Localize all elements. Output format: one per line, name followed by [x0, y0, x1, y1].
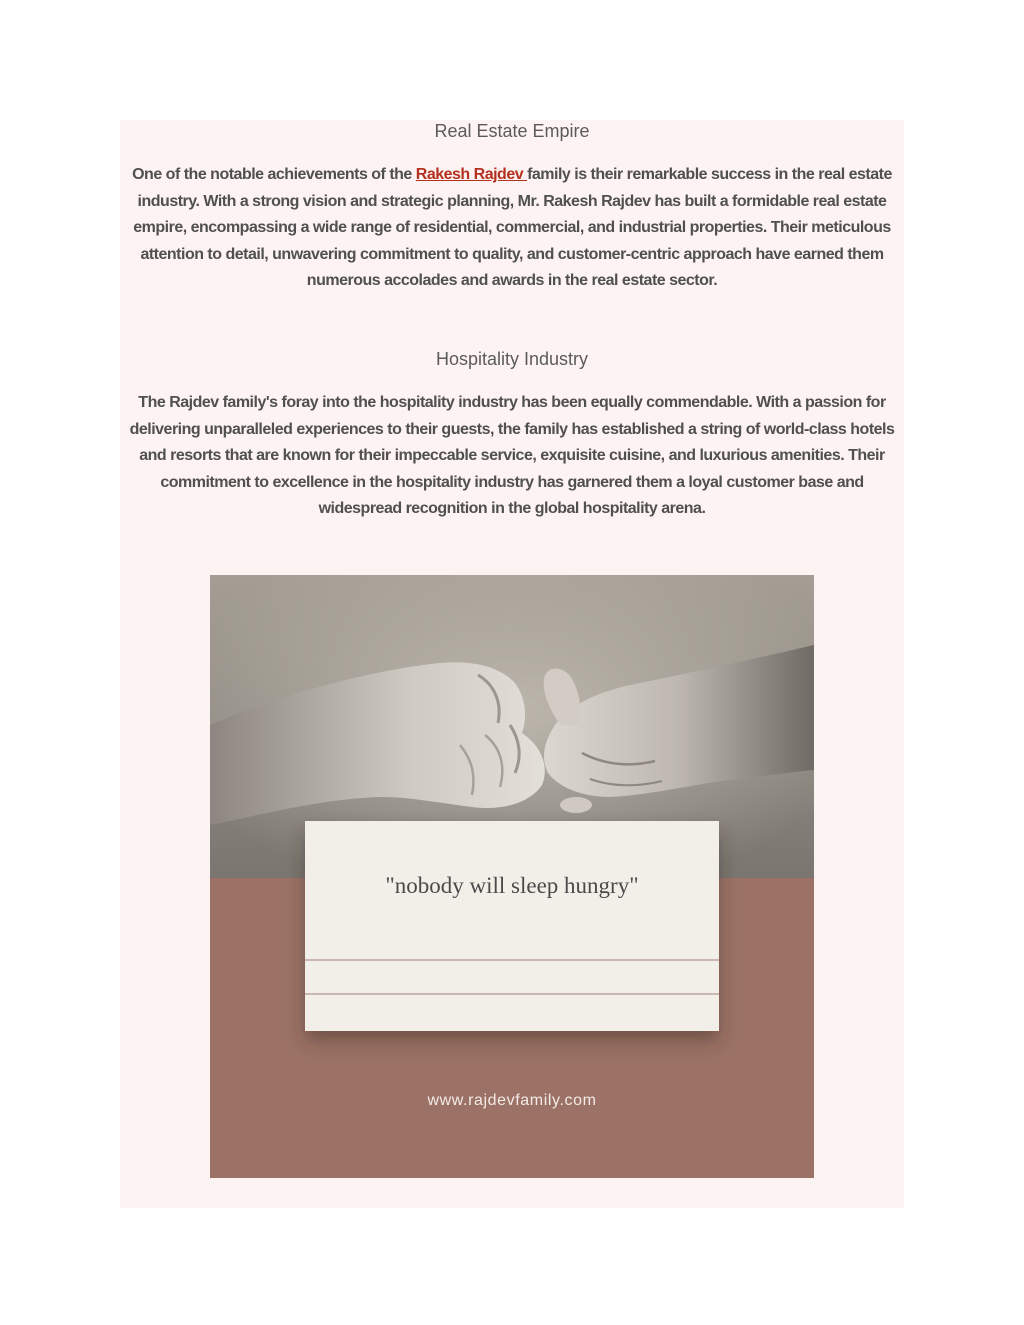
section-heading-real-estate: Real Estate Empire: [434, 121, 590, 141]
real-estate-text-end: family is their remarkable success in the real estate industry. With a strong vision and strategic planning, Mr. Rakesh Rajdev has built a formidable real estate empire, encompassing a wide range of residential, commercial, and industrial properties. Their meticulous attention to detail, unwavering commitment to quality, and customer-centric approach have earned them numerous accolades and awards in the real estate sector.: [133, 166, 892, 289]
section-heading-hospitality: Hospitality Industry: [435, 349, 589, 369]
website-text: www.rajdevfamily.com: [427, 1092, 597, 1109]
rakesh-rajdev-link[interactable]: Rakesh Rajdev: [415, 166, 528, 183]
real-estate-text-start: One of the notable achievements of the: [132, 166, 416, 183]
hospitality-paragraph: The Rajdev family's foray into the hospitality industry has been equally commendable. With a passion for delivering unparalleled experiences to their guests, the family has established a string of world-class hotels and resorts that are known for their impeccable service, exquisite cuisine, and luxurious amenities. Their commitment to excellence in the hospitality industry has garnered them a loyal customer base and widespread recognition in the global hospitality arena.: [129, 394, 895, 517]
content-panel: [120, 120, 904, 1208]
fist-bump-image: [210, 575, 814, 1178]
quote-text: "nobody will sleep hungry": [385, 873, 639, 898]
real-estate-paragraph: [122, 162, 902, 295]
quote-card: [305, 821, 719, 1031]
